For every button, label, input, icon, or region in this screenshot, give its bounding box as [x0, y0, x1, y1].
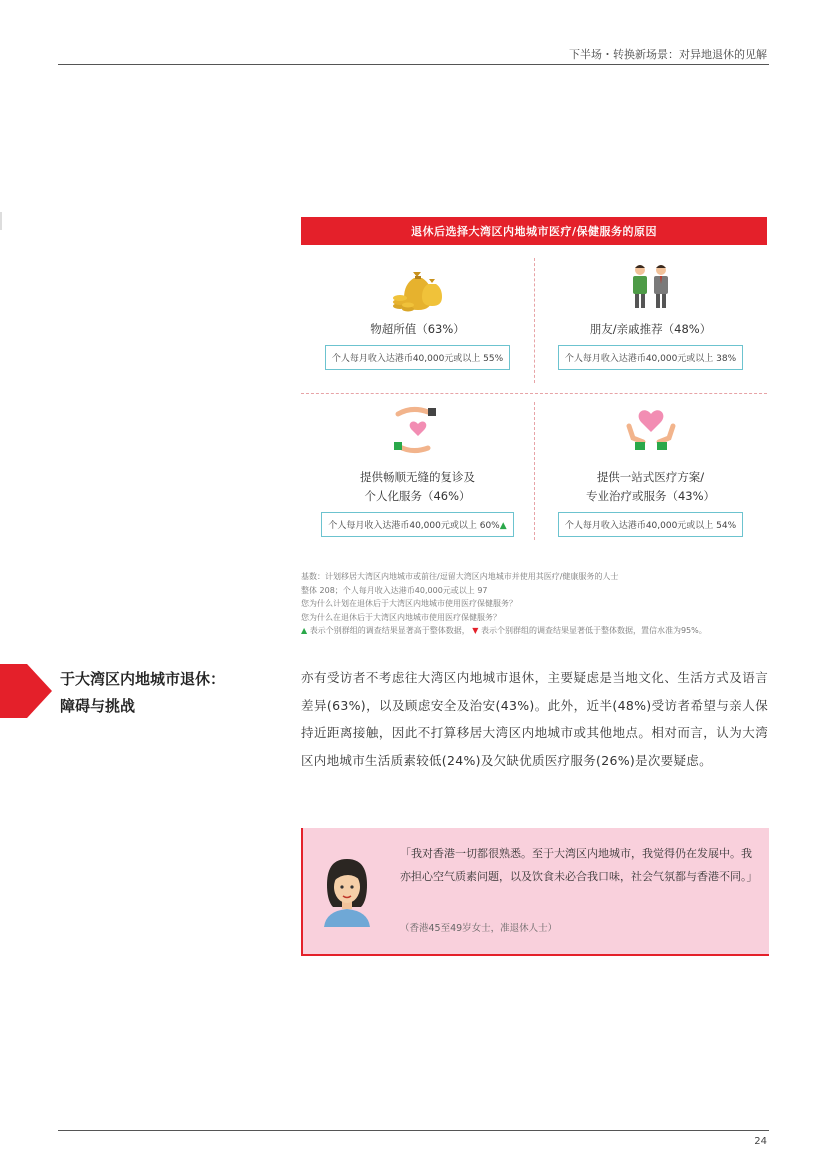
reason-cell-value — [301, 262, 534, 370]
note-legend — [301, 624, 707, 638]
reason-label-line2: 专业治疗或服务（43%） — [585, 489, 716, 503]
reason-cell-recommendation — [534, 262, 767, 370]
stat-text: 个人每月收入达港币40,000元或以上 60% — [328, 521, 500, 531]
footer-rule — [58, 1130, 769, 1131]
header-rule — [58, 64, 769, 65]
woman-avatar-icon — [318, 855, 376, 927]
cell-divider-horizontal — [301, 393, 767, 394]
legend-up-text: 表示个别群组的调查结果显著高于整体数据， — [309, 626, 470, 635]
reason-label-line1: 提供畅顺无缝的复诊及 — [360, 470, 475, 484]
section-title — [60, 666, 225, 720]
section-title-line2: 障碍与挑战 — [60, 697, 136, 715]
income-stat-box: 个人每月收入达港币40,000元或以上 54% — [558, 512, 743, 537]
panel-title: 退休后选择大湾区内地城市医疗/保健服务的原因 — [301, 217, 767, 245]
reason-label-line1: 提供一站式医疗方案/ — [596, 470, 705, 484]
income-stat-box: 个人每月收入达港币40,000元或以上 38% — [558, 345, 743, 370]
note-question-2: 您为什么在退休后于大湾区内地城市使用医疗保健服务？ — [301, 612, 501, 622]
section-arrow-marker — [0, 664, 52, 718]
significant-higher-marker: ▲ — [499, 521, 507, 531]
two-people-icon — [621, 262, 681, 316]
section-title-line1: 于大湾区内地城市退休： — [60, 670, 226, 688]
reason-label-line2: 个人化服务（46%） — [364, 489, 471, 503]
margin-mark — [0, 212, 2, 230]
reason-cell-followup — [301, 402, 534, 537]
section-body: 亦有受访者不考虑往大湾区内地城市退休，主要疑虑是当地文化、生活方式及语言差异(63%)，以及顾虑安全及治安(43%)。此外，近半(48%)受访者希望与亲人保持近距离接触，因此不打算移居大湾区内地城市或其他地点。相对而言，认为大湾区内地城市生活质素较低(24%)及欠缺优质医疗服务(26%)是次要疑虑。 — [301, 670, 768, 768]
heart-hands-icon — [621, 402, 681, 456]
reason-label: 物超所值（63%） — [370, 322, 465, 336]
note-base: 基数：计划移居大湾区内地城市或前往/逗留大湾区内地城市并使用其医疗/健康服务的人士 — [301, 572, 619, 581]
note-question-1: 您为什么计划在退休后于大湾区内地城市使用医疗保健服务？ — [301, 599, 517, 608]
running-header: 下半场・转换新场景：对异地退休的见解 — [569, 48, 767, 61]
reason-cell-one-stop — [534, 402, 767, 537]
legend-down-text: 表示个别群组的调查结果显著低于整体数据，置信水准为95%。 — [480, 626, 707, 635]
income-stat-box — [321, 512, 513, 537]
quote-source: （香港45至49岁女士，准退休人士） — [400, 923, 558, 934]
page-number: 24 — [754, 1136, 767, 1147]
income-stat-box: 个人每月收入达港币40,000元或以上 55% — [325, 345, 510, 370]
note-overall: 整体 208；个人每月收入达港币40,000元或以上 97 — [301, 585, 488, 595]
quote-text: 「我对香港一切都很熟悉。至于大湾区内地城市，我觉得仍在发展中。我亦担心空气质素问题，以及饮食未必合我口味，社会气氛都与香港不同。」 — [400, 847, 758, 883]
money-bags-icon — [388, 262, 448, 316]
up-triangle-icon: ▲ — [301, 626, 308, 635]
hands-heart-icon — [388, 402, 448, 456]
reason-label: 朋友/亲戚推荐（48%） — [589, 322, 712, 336]
down-triangle-icon: ▼ — [472, 626, 479, 635]
chart-notes — [301, 570, 707, 638]
